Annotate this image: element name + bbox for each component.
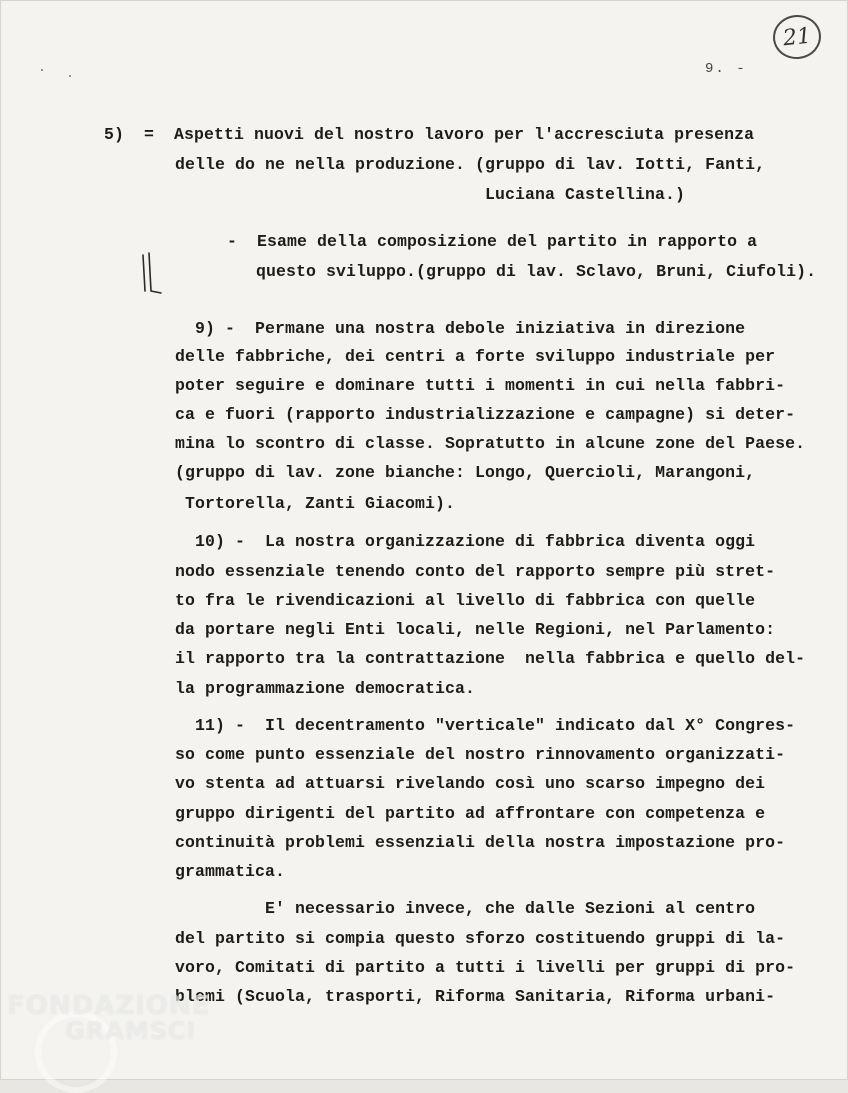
text-line: ca e fuori (rapporto industrializzazione e campagne) si deter- (175, 405, 796, 424)
text-line: vo stenta ad attuarsi rivelando così uno scarso impegno dei (175, 774, 766, 793)
text-line: poter seguire e dominare tutti i momenti in cui nella fabbri- (175, 376, 786, 395)
text-line: 11) - Il decentramento "verticale" indicato dal X° Congres- (195, 716, 796, 735)
text-line: 5) = Aspetti nuovi del nostro lavoro per l'accresciuta presenza (104, 125, 755, 144)
text-line: delle fabbriche, dei centri a forte sviluppo industriale per (175, 347, 776, 366)
text-line: blemi (Scuola, trasporti, Riforma Sanitaria, Riforma urbani- (175, 987, 776, 1006)
text-line: del partito si compia questo sforzo costituendo gruppi di la- (175, 929, 786, 948)
text-line: 9) - Permane una nostra debole iniziativa in direzione (195, 319, 746, 338)
text-line: da portare negli Enti locali, nelle Regioni, nel Parlamento: (175, 620, 776, 639)
watermark-line1: FONDAZIONE (7, 991, 211, 1021)
text-line: voro, Comitati di partito a tutti i livelli per gruppi di pro- (175, 958, 796, 977)
page-number: 9. - (705, 61, 747, 77)
text-line: mina lo scontro di classe. Sopratutto in alcune zone del Paese. (175, 434, 806, 453)
watermark-line2: GRAMSCI (65, 1017, 197, 1045)
handwritten-margin-mark (137, 251, 165, 295)
text-line: to fra le rivendicazioni al livello di fabbrica con quelle (175, 591, 756, 610)
text-line: so come punto essenziale del nostro rinnovamento organizzati- (175, 745, 786, 764)
text-line: (gruppo di lav. zone bianche: Longo, Quercioli, Marangoni, (175, 463, 756, 482)
speck (69, 75, 71, 77)
text-line: nodo essenziale tenendo conto del rapporto sempre più stret- (175, 562, 776, 581)
archive-number-stamp (771, 13, 823, 62)
text-line: E' necessario invece, che dalle Sezioni al centro (265, 899, 756, 918)
text-line: Luciana Castellina.) (485, 185, 686, 204)
text-line: il rapporto tra la contrattazione nella fabbrica e quello del- (175, 649, 806, 668)
watermark-logo (7, 991, 210, 1045)
text-line: continuità problemi essenziali della nostra impostazione pro- (175, 833, 786, 852)
archive-number: 21 (781, 23, 813, 51)
text-line: gruppo dirigenti del partito ad affrontare con competenza e (175, 804, 766, 823)
text-line: grammatica. (175, 862, 286, 881)
text-line: delle do ne nella produzione. (gruppo di lav. Iotti, Fanti, (175, 155, 766, 174)
text-line: la programmazione democratica. (175, 679, 476, 698)
text-line: - Esame della composizione del partito in rapporto a (227, 232, 758, 251)
text-line: Tortorella, Zanti Giacomi). (185, 494, 456, 513)
text-line: questo sviluppo.(gruppo di lav. Sclavo, Bruni, Ciufoli). (256, 262, 817, 281)
speck (41, 69, 43, 71)
text-line: 10) - La nostra organizzazione di fabbrica diventa oggi (195, 532, 756, 551)
